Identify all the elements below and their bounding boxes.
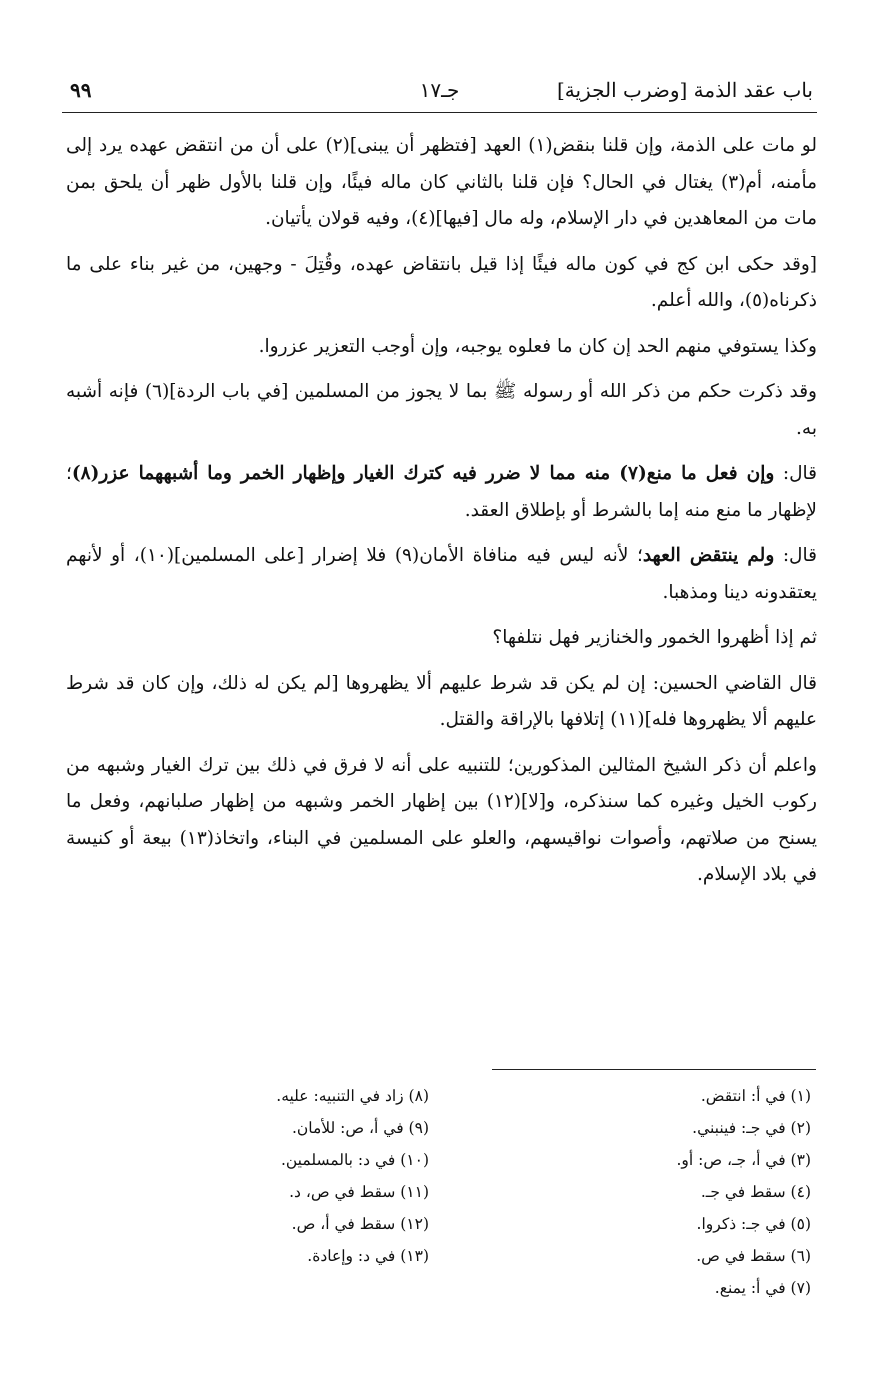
footnote-9: (٩) في أ، ص: للأمان. [291, 1119, 429, 1137]
paragraph-6 [66, 538, 817, 611]
footnote-2: (٢) في جـ: فينبني. [692, 1119, 811, 1137]
page-number: ٩٩ [70, 78, 92, 102]
paragraph-5 [66, 456, 817, 529]
paragraph-7: ثم إذا أظهروا الخمور والخنازير فهل نتلفها؟ [492, 627, 817, 648]
footnote-12: (١٢) سقط في أ، ص. [291, 1215, 429, 1233]
footnote-5: (٥) في جـ: ذكروا. [696, 1215, 811, 1233]
footnote-11: (١١) سقط في ص، د. [289, 1183, 429, 1201]
paragraph-6-text: ؛ لأنه ليس فيه منافاة الأمان(٩) فلا إضرار [على المسلمين](١٠)، أو لأنهم يعتقدونه دينا ومذهبا. [66, 545, 817, 603]
footnote-8: (٨) زاد في التنبيه: عليه. [276, 1087, 429, 1105]
paragraph-1: لو مات على الذمة، وإن قلنا بنقض(١) العهد [فتظهر أن يبنى](٢) على أن من انتقض عهده يرد إلى مأمنه، أم(٣) يغتال في الحال؟ فإن قلنا بالثاني كان ماله فيئًا، وإن قلنا بالأول ظهر أن يلحق بمن مات من المعاهدين في دار الإسلام، وله مال [فيها](٤)، وفيه قولان يأتيان. [66, 135, 817, 229]
footnotes-left-column [89, 1080, 429, 1272]
paragraph-2: [وقد حكى ابن كج في كون ماله فيئًا إذا قيل بانتقاض عهده، وقُتِلَ - وجهين، من غير بناء على ما ذكرناه(٥)، والله أعلم. [66, 253, 817, 311]
paragraph-5-matn: وإن فعل ما منع(٧) منه مما لا ضرر فيه كترك الغيار وإظهار الخمر وما أشبههما عزر(٨) [71, 463, 775, 484]
volume-label: جـ١٧ [419, 78, 460, 102]
paragraph-5-prefix: قال: [774, 463, 817, 484]
paragraph-8: قال القاضي الحسين: إن لم يكن قد شرط عليهم ألا يظهروها [لم يكن له ذلك، وإن كان قد شرط عليهم ألا يظهروها فله](١١) إتلافها بالإراقة والقتل. [66, 672, 817, 730]
footnote-3: (٣) في أ، جـ، ص: أو. [676, 1151, 811, 1169]
footnote-10: (١٠) في د: بالمسلمين. [280, 1151, 429, 1169]
paragraph-9: واعلم أن ذكر الشيخ المثالين المذكورين؛ للتنبيه على أنه لا فرق في ذلك بين ترك الغيار وشبهه من ركوب الخيل وغيره كما سنذكره، و[لا](١٢) بين إظهار الخمر وشبهه من إظهار صلبانهم، وفعل ما يسنح من صلاتهم، وأصوات نواقيسهم، والعلو على المسلمين في البناء، واتخاذ(١٣) بيعة أو كنيسة في بلاد الإسلام. [66, 754, 817, 885]
footnote-6: (٦) سقط في ص. [696, 1247, 811, 1265]
footnote-4: (٤) سقط في جـ. [700, 1183, 811, 1201]
page-header [62, 72, 817, 113]
paragraph-6-prefix: قال: [774, 545, 817, 566]
footnotes-right-column [471, 1080, 811, 1304]
paragraph-3: وكذا يستوفي منهم الحد إن كان ما فعلوه يوجبه، وإن أوجب التعزير عزروا. [258, 335, 817, 357]
running-title: باب عقد الذمة [وضرب الجزية] [556, 78, 813, 102]
paragraph-4: وقد ذكرت حكم من ذكر الله أو رسوله ﷺ بما لا يجوز من المسلمين [في باب الردة](٦) فإنه أشبه به. [66, 381, 817, 439]
paragraph-6-matn: ولم ينتقض العهد [642, 545, 775, 566]
footnote-7: (٧) في أ: يمنع. [714, 1279, 811, 1297]
footnote-divider [492, 1069, 816, 1070]
main-text [66, 128, 817, 903]
footnote-1: (١) في أ: انتقض. [700, 1087, 811, 1105]
footnote-13: (١٣) في د: وإعادة. [307, 1247, 429, 1265]
paragraph-5-text: ؛ لإظهار ما منع منه إما بالشرط أو بإطلاق العقد. [66, 463, 817, 521]
